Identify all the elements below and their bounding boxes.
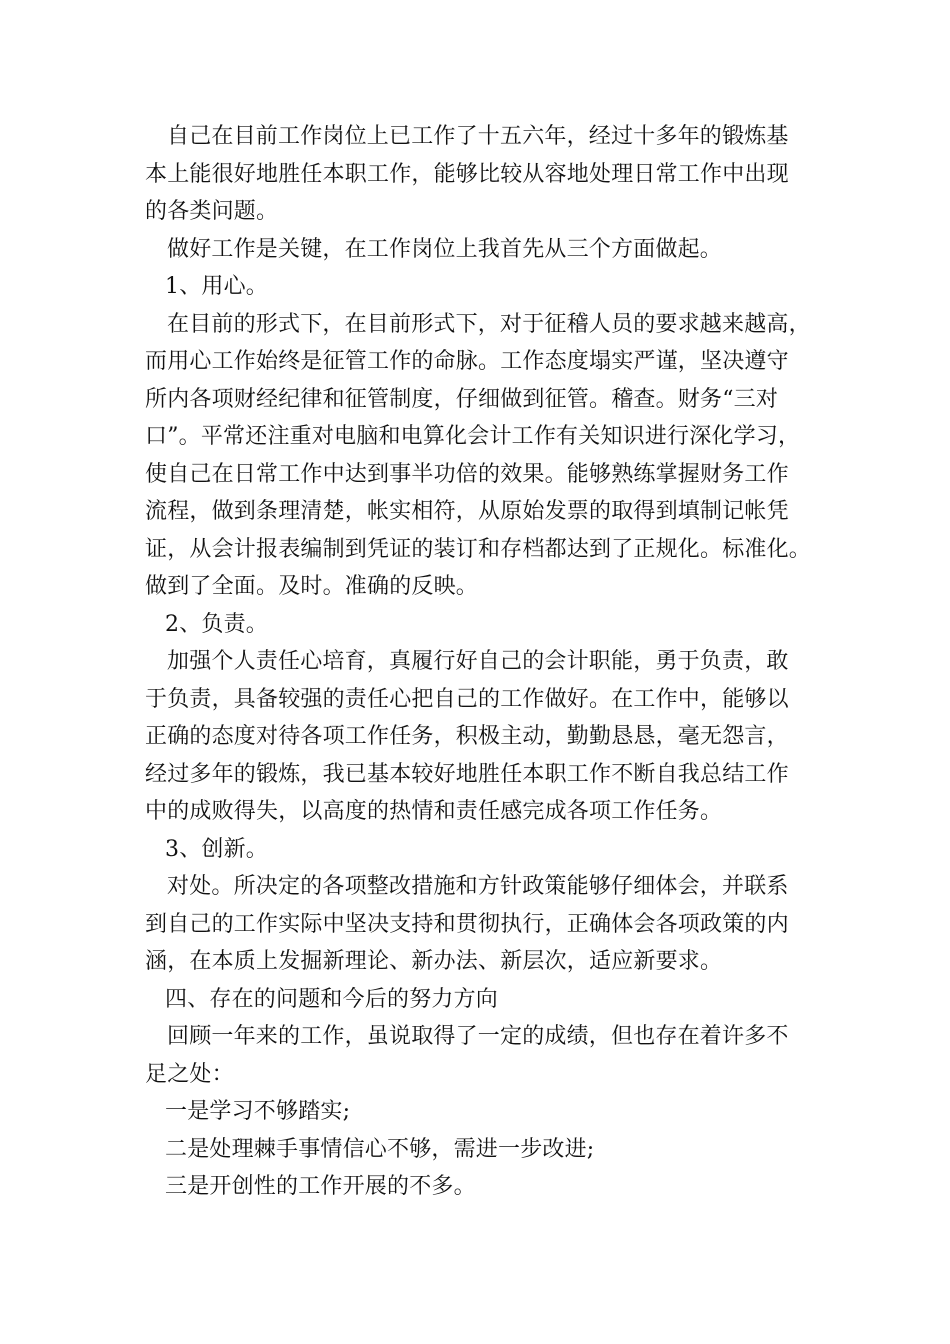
paragraph-line: 对处。所决定的各项整改措施和方针政策能够仔细体会，并联系: [167, 874, 789, 899]
section-heading: 2、负责。: [165, 611, 268, 637]
paragraph-line: 使自己在日常工作中达到事半功倍的效果。能够熟练掌握财务工作: [145, 461, 789, 487]
section-heading: 1、用心。: [165, 274, 268, 299]
paragraph-line: 到自己的工作实际中坚决支持和贯彻执行，正确体会各项政策的内: [145, 911, 789, 937]
list-item: 二是处理棘手事情信心不够，需进一步改进;: [165, 1136, 595, 1162]
paragraph-line: 口”。平常还注重对电脑和电算化会计工作有关知识进行深化学习，: [145, 424, 801, 449]
paragraph-line: 足之处：: [145, 1061, 234, 1087]
paragraph-line: 流程，做到条理清楚，帐实相符，从原始发票的取得到填制记帐凭: [145, 499, 789, 524]
paragraph-line: 而用心工作始终是征管工作的命脉。工作态度塌实严谨，坚决遵守: [145, 349, 789, 374]
paragraph-line: 的各类问题。: [145, 199, 279, 224]
paragraph-line: 中的成败得失，以高度的热情和责任感完成各项工作任务。: [145, 799, 723, 824]
paragraph-line: 做好工作是关键，在工作岗位上我首先从三个方面做起。: [167, 236, 723, 262]
paragraph-line: 所内各项财经纪律和征管制度，仔细做到征管。稽查。财务“三对: [145, 386, 779, 412]
paragraph-line: 经过多年的锻炼，我已基本较好地胜任本职工作不断自我总结工作: [145, 761, 789, 787]
paragraph-line: 自己在目前工作岗位上已工作了十五六年，经过十多年的锻炼基: [167, 124, 789, 149]
paragraph-line: 加强个人责任心培育，真履行好自己的会计职能，勇于负责，敢: [167, 649, 789, 674]
list-item: 三是开创性的工作开展的不多。: [165, 1174, 476, 1199]
paragraph-line: 正确的态度对待各项工作任务，积极主动，勤勤恳恳，毫无怨言，: [145, 724, 789, 749]
paragraph-line: 在目前的形式下，在目前形式下，对于征稽人员的要求越来越高，: [167, 311, 811, 337]
paragraph-line: 回顾一年来的工作，虽说取得了一定的成绩，但也存在着许多不: [167, 1024, 789, 1049]
document-body: [145, 118, 812, 1206]
paragraph-line: 于负责，具备较强的责任心把自己的工作做好。在工作中，能够以: [145, 686, 789, 712]
section-heading: 3、创新。: [165, 836, 268, 862]
paragraph-line: 做到了全面。及时。准确的反映。: [145, 574, 479, 599]
paragraph-line: 涵，在本质上发掘新理论、新办法、新层次，适应新要求。: [145, 949, 723, 974]
section-heading: 四、存在的问题和今后的努力方向: [165, 986, 499, 1012]
paragraph-line: 证，从会计报表编制到凭证的装订和存档都达到了正规化。标准化。: [145, 536, 812, 562]
list-item: 一是学习不够踏实;: [165, 1099, 351, 1124]
paragraph-line: 本上能很好地胜任本职工作，能够比较从容地处理日常工作中出现: [145, 161, 789, 187]
